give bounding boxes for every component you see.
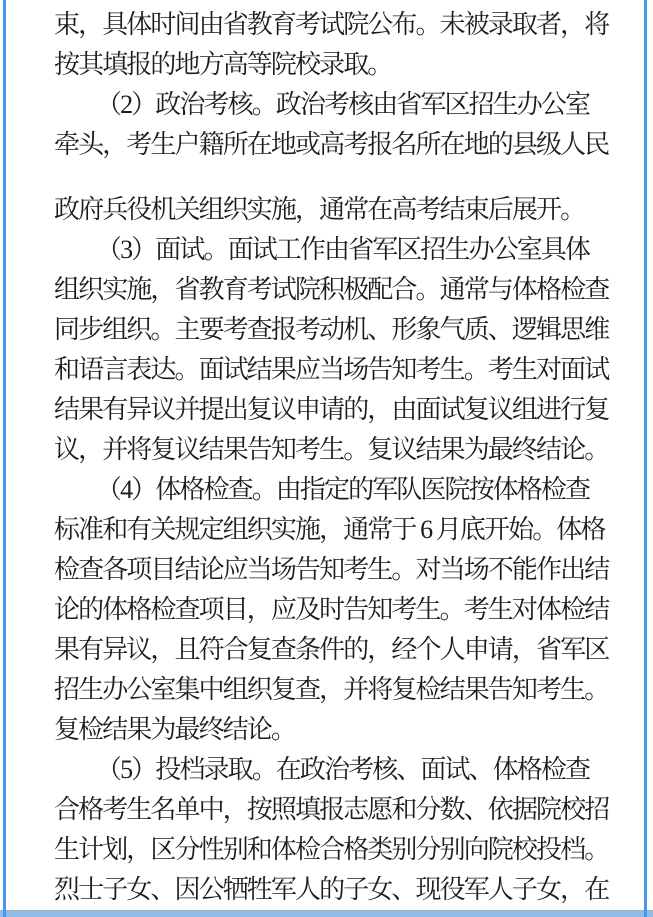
text-line: 生计划，区分性别和体检合格类别分别向院校投档。	[54, 835, 609, 864]
text-line: 束，具体时间由省教育考试院公布。未被录取者，将	[54, 10, 609, 39]
text-line: 论的体格检查项目，应及时告知考生。考生对体检结	[54, 595, 609, 624]
text-line: 同步组织。主要考查报考动机、形象气质、逻辑思维	[54, 315, 609, 344]
page-frame-left-line	[3, 0, 6, 917]
text-line: 招生办公室集中组织复查，并将复检结果告知考生。	[54, 675, 609, 704]
text-line: 牵头，考生户籍所在地或高考报名所在地的县级人民	[54, 130, 609, 159]
text-line: （2）政治考核。政治考核由省军区招生办公室	[96, 90, 590, 119]
page-bottom-scan-edge	[0, 910, 653, 917]
text-line: 果有异议，且符合复查条件的，经个人申请，省军区	[54, 635, 609, 664]
text-line: 检查各项目结论应当场告知考生。对当场不能作出结	[54, 555, 609, 584]
text-line: 标准和有关规定组织实施，通常于 6 月底开始。体格	[54, 515, 605, 544]
text-line: 议，并将复议结果告知考生。复议结果为最终结论。	[54, 435, 609, 464]
text-line: 按其填报的地方高等院校录取。	[54, 50, 392, 79]
text-line: 复检结果为最终结论。	[54, 715, 296, 744]
page-text-body	[54, 5, 614, 910]
text-line: 合格考生名单中，按照填报志愿和分数、依据院校招	[54, 795, 609, 824]
text-line: 组织实施，省教育考试院积极配合。通常与体格检查	[54, 275, 609, 304]
text-line: 结果有异议并提出复议申请的，由面试复议组进行复	[54, 395, 609, 424]
text-line: 烈士子女、因公牺牲军人的子女、现役军人子女，在	[54, 875, 609, 904]
page-frame-right-line	[644, 0, 647, 917]
text-line: 政府兵役机关组织实施，通常在高考结束后展开。	[54, 195, 585, 224]
text-line: （3）面试。面试工作由省军区招生办公室具体	[96, 235, 590, 264]
text-line: （4）体格检查。由指定的军队医院按体格检查	[96, 475, 590, 504]
text-line: 和语言表达。面试结果应当场告知考生。考生对面试	[54, 355, 609, 384]
text-line: （5）投档录取。在政治考核、面试、体格检查	[96, 755, 590, 784]
